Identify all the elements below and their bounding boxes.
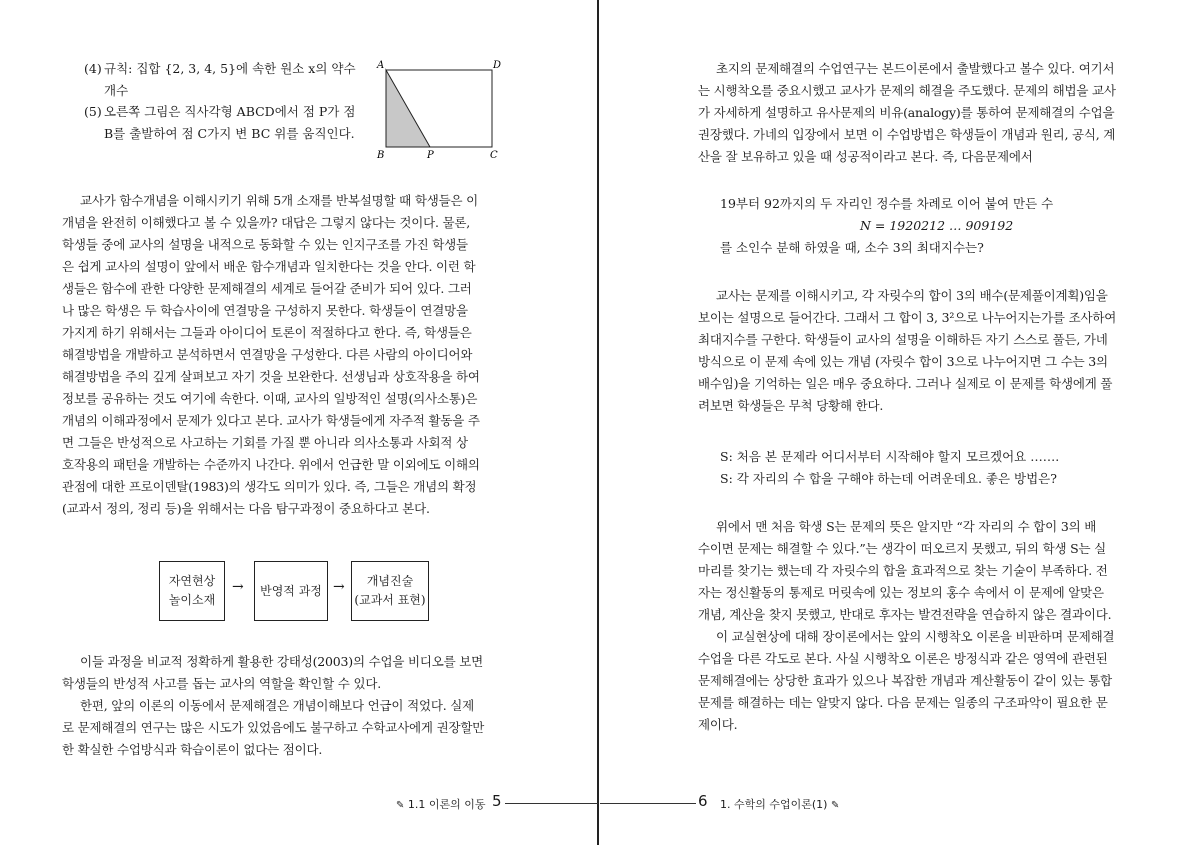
list-item-line: 오른쪽 그림은 직사각형 ABCD에서 점 P가 점 [104, 104, 356, 119]
pencil-icon: ✎ [830, 800, 840, 811]
text-line: 해결방법을 개발하고 분석하면서 연결망을 구성한다. 다른 사람의 아이디어와 [62, 347, 473, 362]
text-line: 이들 과정을 비교적 정확하게 활용한 강태성(2003)의 수업을 비디오를 보면 [80, 654, 484, 669]
pencil-icon: ✎ [396, 800, 405, 811]
label-p: P [427, 150, 434, 161]
text-line: 보이는 설명으로 들어간다. 그래서 그 합이 3, 3²으로 나누어지는가를 조사하여 [698, 310, 1117, 325]
text-line: 로 문제해결의 연구는 많은 시도가 있었음에도 불구하고 수학교사에게 권장할만 [62, 720, 485, 735]
text-line: 위에서 맨 처음 학생 S는 문제의 뜻은 알지만 “각 자리의 수 합이 3의 배 [716, 519, 1097, 534]
text-line: 방식으로 이 문제 속에 있는 개념 (자릿수 합이 3으로 나누어지면 그 수는 3의 [698, 354, 1108, 369]
text-line: 초지의 문제해결의 수업연구는 본드이론에서 출발했다고 볼수 있다. 여기서 [716, 61, 1115, 76]
paragraph-teacher-explanation [698, 285, 1136, 417]
flow-box-concept-statement: 개념진술 (교과서 표현) [351, 561, 429, 621]
text-line: 학생들 중에 교사의 설명을 내적으로 동화할 수 있는 인지구조를 가진 학생들 [62, 237, 468, 252]
text-line: 학생들의 반성적 사고를 돕는 교사의 역할을 확인할 수 있다. [62, 676, 381, 691]
text-line: 마리를 찾기는 했는데 각 자릿수의 합을 효과적으로 찾는 기술이 부족하다. 전 [698, 563, 1108, 578]
text-line: 생들은 함수에 관한 다양한 문제해결의 세계로 들어갈 준비가 되어 있다. 그러 [62, 281, 472, 296]
flow-box-reflective-process: 반영적 과정 [254, 561, 328, 621]
text-line: 배수임)을 기억하는 일은 매우 중요하다. 그러나 실제로 이 문제를 학생에게 풀 [698, 376, 1113, 391]
text-line: 나 많은 학생은 두 학습사이에 연결망을 구성하지 못한다. 학생들이 연결망을 [62, 303, 468, 318]
student-dialogue [720, 446, 1140, 490]
arrow-icon: → [333, 579, 345, 595]
text-line: 호작용의 패턴을 개발하는 수준까지 나간다. 위에서 언급한 말 이외에도 이해의 [62, 457, 480, 472]
text-line: 문제해결에는 상당한 효과가 있으나 복잡한 개념과 계산활동이 같이 있는 통합 [698, 673, 1112, 688]
text-line: 한편, 앞의 이론의 이동에서 문제해결은 개념이해보다 언급이 적었다. 실제 [80, 698, 474, 713]
label-b: B [377, 150, 385, 161]
problem-statement: 19부터 92까지의 두 자리인 정수를 차례로 이어 붙여 만든 수 N = 1920212 … 909192 를 소인수 분해 하였을 때, 소수 3의 최대지수는? [720, 193, 1140, 259]
text-line: 가 자세하게 설명하고 유사문제의 비유(analogy)를 통하여 문제해결의 수업을 [698, 105, 1115, 120]
text-line: 수이면 문제는 해결할 수 있다.”는 생각이 떠오르지 못했고, 뒤의 학생 S는 실 [698, 541, 1106, 556]
text-line: 제이다. [698, 717, 738, 732]
text-line: 한 확실한 수업방식과 학습이론이 없다는 점이다. [62, 742, 323, 757]
list-item-line: 개수 [104, 83, 129, 98]
paragraph-bond-theory [698, 58, 1136, 168]
text-line: 는 시행착오를 중요시했고 교사가 문제의 해결을 주도했다. 문제의 해법을 교사 [698, 83, 1116, 98]
text-line: 이 교실현상에 대해 장이론에서는 앞의 시행착오 이론을 비판하며 문제해결 [716, 629, 1115, 644]
footer-section: 1. 수학의 수업이론(1) ✎ [720, 798, 840, 811]
label-a: A [377, 60, 385, 71]
text-line: (교과서 정의, 정리 등)을 위해서는 다음 탐구과정이 중요하다고 본다. [62, 501, 430, 516]
text-line: 면 그들은 반성적으로 사고하는 기회를 가질 뿐 아니라 의사소통과 사회적 상 [62, 435, 468, 450]
label-c: C [490, 150, 498, 161]
arrow-icon: → [232, 579, 244, 595]
text-line: 은 쉽게 교사의 설명이 앞에서 배운 함수개념과 일치한다는 것을 안다. 이런 학 [62, 259, 476, 274]
list-item-line: B를 출발하여 점 C가지 변 BC 위를 움직인다. [104, 126, 355, 141]
footer-rule [505, 803, 598, 804]
text-line: 수업을 다른 각도로 본다. 사실 시행착오 이론은 방정식과 같은 영역에 관련된 [698, 651, 1108, 666]
shaded-triangle [386, 70, 430, 147]
rectangle-abcd-figure [374, 58, 506, 162]
text-line: 최대지수를 구한다. 학생들이 교사의 설명을 이해하든 자기 스스로 풀든, 가네 [698, 332, 1108, 347]
dialogue-line: S: 각 자리의 수 합을 구해야 하는데 어려운데요. 좋은 방법은? [720, 471, 1057, 486]
text-line: 개념, 계산을 찾지 못했고, 반대로 후자는 발견전략을 연습하지 않은 결과이다. [698, 607, 1112, 622]
paragraph-video-class [62, 651, 502, 695]
text-line: 자는 정신활동의 통제로 머릿속에 있는 정보의 홍수 속에서 이 문제에 알맞은 [698, 585, 1104, 600]
label-d: D [493, 60, 502, 71]
paragraph-function-concept [62, 190, 502, 520]
dialogue-line: S: 처음 본 문제라 어디서부터 시작해야 할지 모르겠어요 ……. [720, 449, 1060, 464]
text-line: 산을 잘 보유하고 있을 때 성공적이라고 본다. 즉, 다음문제에서 [698, 149, 1033, 164]
page-number: 5 [492, 792, 502, 810]
equation: N = 1920212 … 909192 [860, 218, 1014, 233]
text-line: 해결방법을 주의 깊게 살펴보고 자기 것을 보완한다. 선생님과 상호작용을 하여 [62, 369, 480, 384]
footer-section: ✎ 1.1 이론의 이동 [396, 798, 486, 811]
text-line: 관점에 대한 프로이덴탈(1983)의 생각도 의미가 있다. 즉, 그들은 개념의 확정 [62, 479, 477, 494]
list-item-line: 규칙: 집합 {2, 3, 4, 5}에 속한 원소 x의 약수 [104, 61, 356, 76]
footer-rule [600, 803, 696, 804]
text-line: 문제를 해결하는 데는 알맞지 않다. 다음 문제는 일종의 구조파악이 필요한 문 [698, 695, 1108, 710]
flow-box-natural-phenomena: 자연현상 놀이소재 [159, 561, 225, 621]
text-line: 권장했다. 가네의 입장에서 보면 이 수업방법은 학생들이 개념과 원리, 공식, 계 [698, 127, 1116, 142]
text-line: 려보면 학생들은 무척 당황해 한다. [698, 398, 884, 413]
text-line: 가지게 하기 위해서는 그들과 아이디어 토론이 적절하다고 한다. 즉, 학생들은 [62, 325, 472, 340]
left-page: (4) 규칙: 집합 {2, 3, 4, 5}에 속한 원소 x의 약수 개수 (5) 오른쪽 그림은 직사각형 ABCD에서 점 P가 점 B를 출발하여 점 C가지 변 BC 위를 움직인다. A D B P C 교사가 함수개념을 이해시키기 위해 5개 소재를 반복설명할 때 학생들은 이 개념을 완전히 이해했다고 볼 수 있을까? 대답은 그렇지 않다는 것이다. 물론, 학생들 중에 교사의 설명을 내적으로 동화할 수 있는 인지구조를 가진 학생들 은 쉽게 교사의 설명이 앞에서 배운 함수개념과 일치한다는 것을 안다. 이런 학 생들은 함수에 관한 다양한 문제해결의 세계로 들어갈 준비가 되어 있다. 그러 나 많은 학생은 두 학습사이에 연결망을 구성하지 못한다. 학생들이 연결망을 가지게 하기 위해서는 그들과 아이디어 토론이 적절하다고 한다. 즉, 학생들은 해결방법을 개발하고 분석하면서 연결망을 구성한다. 다른 사람의 아이디어와 해결방법을 주의 깊게 살펴보고 자기 것을 보완한다. 선생님과 상호작용을 하여 정보를 공유하는 것도 여기에 속한다. 이때, 교사의 일방적인 설명(의사소통)은 개념의 이해과정에서 문제가 있다고 본다. 교사가 학생들에게 자주적 활동을 주 면 그들은 반성적으로 사고하는 기회를 가질 뿐 아니라 의사소통과 사회적 상 호작용의 패턴을 개발하는 수준까지 나간다. 위에서 언급한 말 이외에도 이해의 관점에 대한 프로이덴탈(1983)의 생각도 의미가 있다. 즉, 그들은 개념의 확정 (교과서 정의, 정리 등)을 위해서는 다음 탐구과정이 중요하다고 본다. 자연현상 놀이소재 → 반영적 과정 → 개념진술 (교과서 표현) 이들 과정을 비교적 정확하게 활용한 강태성(2003)의 수업을 비디오를 보면 학생들의 반성적 사고를 돕는 교사의 역할을 확인할 수 있다. 한편, 앞의 이론의 이동에서 문제해결은 개념이해보다 언급이 적었다. 실제 로 문제해결의 연구는 많은 시도가 있었음에도 불구하고 수학교사에게 권장할만 한 확실한 수업방식과 학습이론이 없다는 점이다. ✎ 1.1 이론의 이동 5 [0, 0, 598, 845]
paragraph-field-theory [698, 626, 1136, 736]
text-line: 교사가 함수개념을 이해시키기 위해 5개 소재를 반복설명할 때 학생들은 이 [80, 193, 478, 208]
paragraph-student-analysis [698, 516, 1136, 626]
text-line: 개념을 완전히 이해했다고 볼 수 있을까? 대답은 그렇지 않다는 것이다. 물론, [62, 215, 471, 230]
text-line: 개념의 이해과정에서 문제가 있다고 본다. 교사가 학생들에게 자주적 활동을 주 [62, 413, 480, 428]
page-number: 6 [698, 792, 708, 810]
right-page [600, 0, 1192, 845]
text-line: 정보를 공유하는 것도 여기에 속한다. 이때, 교사의 일방적인 설명(의사소통)은 [62, 391, 478, 406]
text-line: 교사는 문제를 이해시키고, 각 자릿수의 합이 3의 배수(문제풀이계획)임을 [716, 288, 1108, 303]
paragraph-problem-solving [62, 695, 502, 761]
